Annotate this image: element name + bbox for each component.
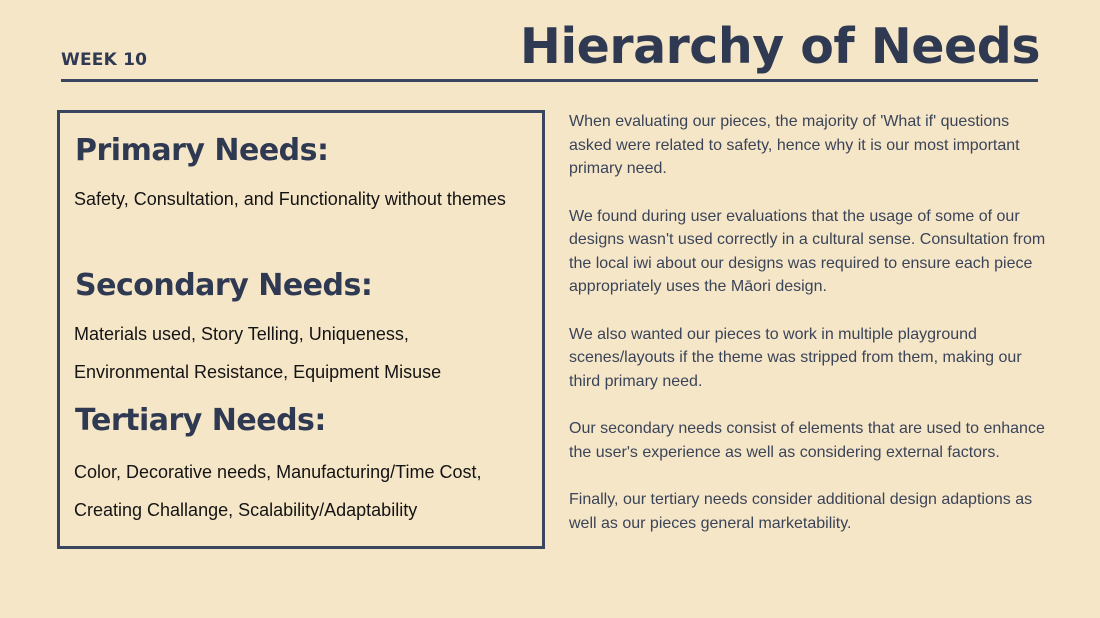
description-text bbox=[569, 110, 1049, 559]
secondary-needs-list: Materials used, Story Telling, Uniqueness, Environmental Resistance, Equipment Misuse bbox=[74, 324, 442, 382]
needs-box bbox=[57, 110, 545, 549]
tertiary-needs-heading: Tertiary Needs: bbox=[75, 403, 326, 438]
week-label: WEEK 10 bbox=[61, 50, 148, 70]
description-paragraph: Our secondary needs consist of elements that are used to enhance the user's experience as well as considering external factors. bbox=[569, 420, 1045, 461]
title-divider bbox=[61, 79, 1038, 82]
description-paragraph: We also wanted our pieces to work in multiple playground scenes/layouts if the theme was stripped from them, making our third primary need. bbox=[569, 325, 1022, 390]
primary-needs-heading: Primary Needs: bbox=[75, 133, 329, 168]
page-title: Hierarchy of Needs bbox=[519, 18, 1040, 75]
description-paragraph: Finally, our tertiary needs consider additional design adaptions as well as our pieces general marketability. bbox=[569, 491, 1033, 532]
description-paragraph: We found during user evaluations that the usage of some of our designs wasn't used correctly in a cultural sense. Consultation from the local iwi about our designs was required to ensure each piece appropriately uses the Māori design. bbox=[569, 207, 1046, 295]
primary-needs-list: Safety, Consultation, and Functionality without themes bbox=[74, 189, 506, 209]
tertiary-needs-list: Color, Decorative needs, Manufacturing/Time Cost, Creating Challange, Scalability/Adaptability bbox=[74, 462, 482, 520]
secondary-needs-heading: Secondary Needs: bbox=[75, 268, 373, 303]
description-paragraph: When evaluating our pieces, the majority of 'What if' questions asked were related to safety, hence why it is our most important primary need. bbox=[569, 113, 1020, 177]
